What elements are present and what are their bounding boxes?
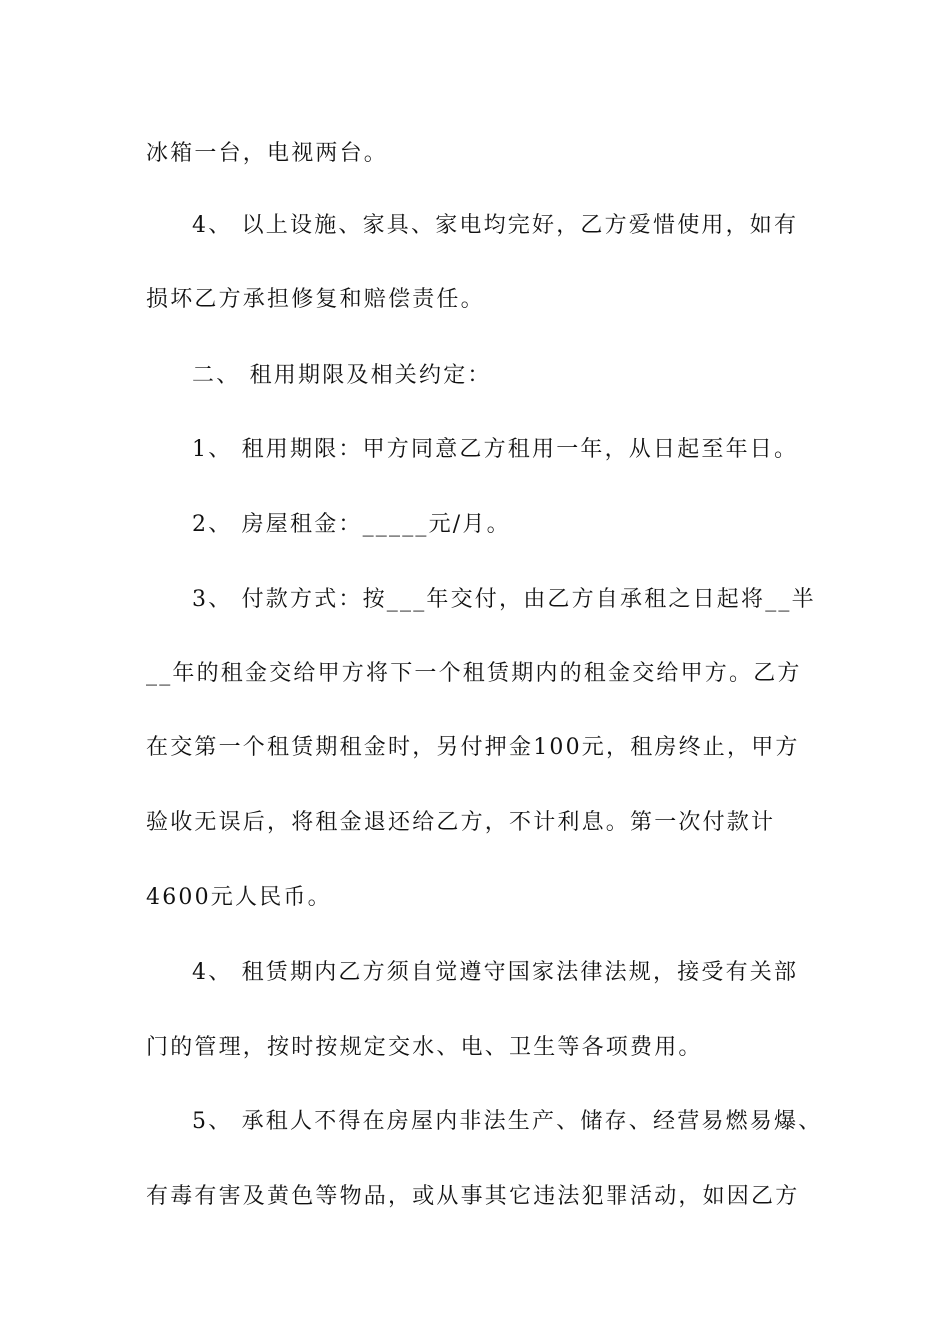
text-line: 5、 承租人不得在房屋内非法生产、储存、经营易燃易爆、 [192, 1109, 823, 1134]
text-line: 1、 租用期限：甲方同意乙方租用一年，从日起至年日。 [192, 437, 799, 462]
text-line: 在交第一个租赁期租金时，另付押金100元，租房终止，甲方 [146, 735, 800, 760]
text-line: 3、 付款方式：按___年交付，由乙方自承租之日起将__半 [192, 587, 816, 612]
section-heading: 二、 租用期限及相关约定： [192, 363, 492, 388]
text-line: 冰箱一台，电视两台。 [146, 141, 389, 166]
text-line: 损坏乙方承担修复和赔偿责任。 [146, 287, 485, 312]
text-line: __年的租金交给甲方将下一个租赁期内的租金交给甲方。乙方 [146, 661, 802, 686]
text-line: 门的管理，按时按规定交水、电、卫生等各项费用。 [146, 1035, 703, 1060]
text-line: 4600元人民币。 [146, 885, 332, 910]
text-line: 有毒有害及黄色等物品，或从事其它违法犯罪活动，如因乙方 [146, 1184, 800, 1209]
text-line: 2、 房屋租金：_____元/月。 [192, 512, 511, 537]
text-line: 4、 租赁期内乙方须自觉遵守国家法律法规，接受有关部 [192, 960, 799, 985]
text-line: 4、 以上设施、家具、家电均完好，乙方爱惜使用，如有 [192, 213, 799, 238]
text-line: 验收无误后，将租金退还给乙方，不计利息。第一次付款计 [146, 810, 776, 835]
